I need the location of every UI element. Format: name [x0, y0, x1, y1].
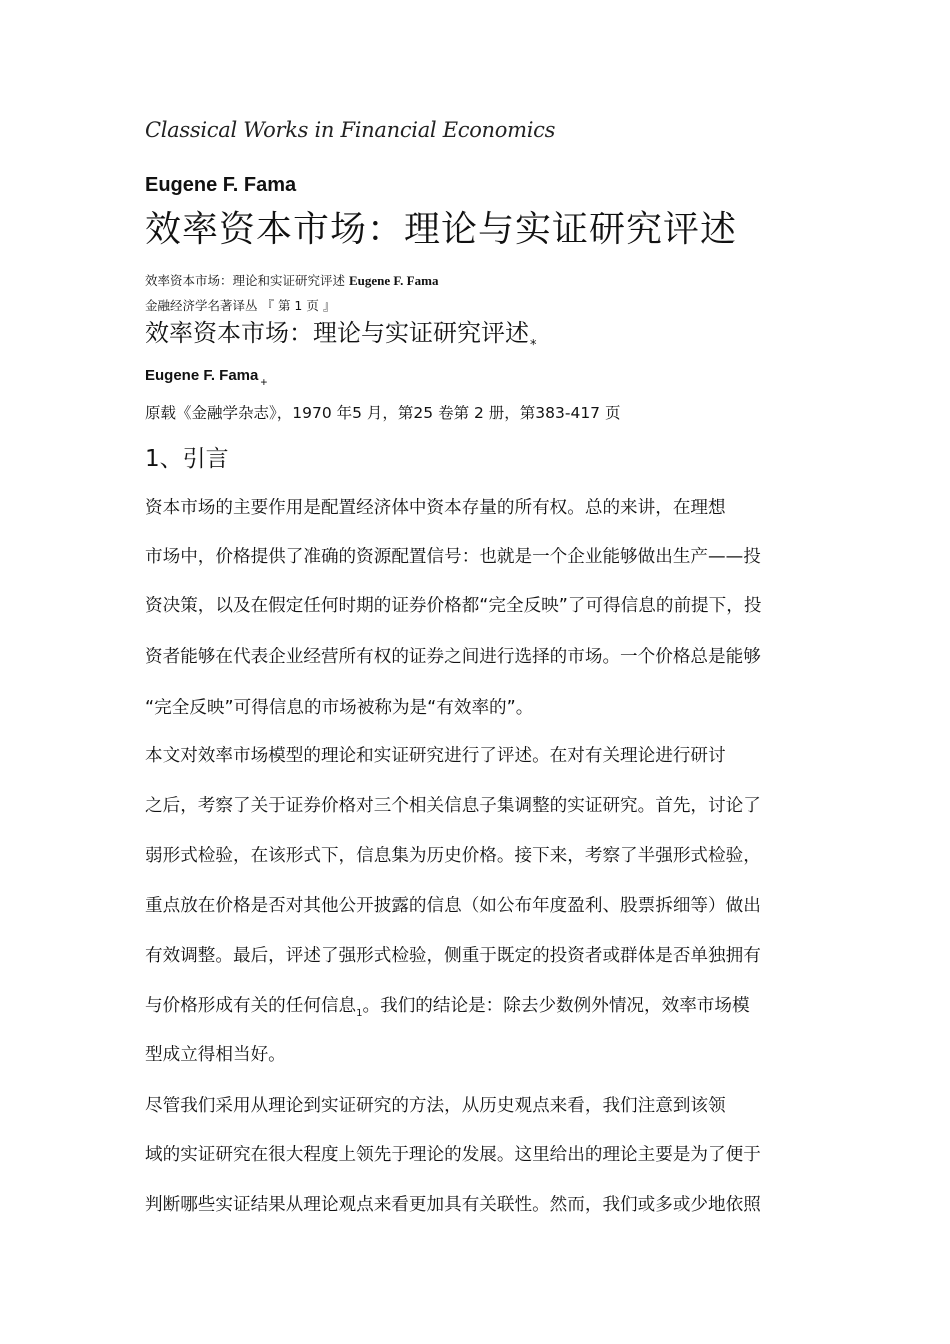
header-author: Eugene F. Fama [145, 174, 297, 196]
paragraph-line: 弱形式检验，在该形式下，信息集为历史价格。接下来，考察了半强形式检验， [145, 846, 761, 866]
paragraph-line-text: 与价格形成有关的任何信息 [145, 996, 357, 1016]
paragraph-line: 资决策，以及在假定任何时期的证券价格都“完全反映”了可得信息的前提下，投 [145, 596, 762, 616]
series-title: Classical Works in Financial Economics [145, 118, 556, 142]
running-header-title: 效率资本市场：理论和实证研究评述 [145, 273, 346, 288]
paragraph-line: 之后，考察了关于证券价格对三个相关信息子集调整的实证研究。首先，讨论了 [145, 796, 761, 816]
title-footnote-mark: * [530, 338, 537, 353]
paragraph-line [145, 998, 750, 1019]
footnote-reference: 1 [356, 1008, 363, 1019]
paragraph-line: 资本市场的主要作用是配置经济体中资本存量的所有权。总的来讲，在理想 [145, 498, 726, 518]
paragraph-line: 尽管我们采用从理论到实证研究的方法，从历史观点来看，我们注意到该领 [145, 1096, 726, 1116]
paragraph-line: 重点放在价格是否对其他公开披露的信息（如公布年度盈利、股票拆细等）做出 [145, 896, 761, 916]
paragraph-line: 判断哪些实证结果从理论观点来看更加具有关联性。然而，我们或多或少地依照 [145, 1195, 761, 1215]
article-title: 效率资本市场：理论与实证研究评述 [145, 319, 529, 347]
article-author-block [145, 367, 267, 389]
paragraph-line: 域的实证研究在很大程度上领先于理论的发展。这里给出的理论主要是为了便于 [145, 1145, 761, 1165]
paragraph-line: 型成立得相当好。 [145, 1045, 286, 1065]
article-author: Eugene F. Fama [145, 367, 259, 384]
paragraph-line: 有效调整。最后，评述了强形式检验，侧重于既定的投资者或群体是否单独拥有 [145, 946, 761, 966]
header-title: 效率资本市场：理论与实证研究评述 [145, 209, 738, 250]
running-header-line1 [145, 271, 438, 289]
author-footnote-mark: + [260, 375, 268, 389]
running-header-author: Eugene F. Fama [349, 273, 439, 288]
article-source: 原载《金融学杂志》，1970 年5 月，第25 卷第 2 册，第383-417 页 [145, 404, 621, 422]
running-header-line2: 金融经济学名著译丛 『 第 1 页 』 [145, 298, 336, 313]
paragraph-line-text: 。我们的结论是：除去少数例外情况，效率市场模 [362, 996, 750, 1016]
paragraph-line: 本文对效率市场模型的理论和实证研究进行了评述。在对有关理论进行研讨 [145, 746, 726, 766]
article-title-block [145, 313, 537, 353]
section-heading: 1、引言 [145, 446, 229, 472]
paragraph-line: “完全反映”可得信息的市场被称为是“有效率的”。 [145, 698, 534, 718]
paragraph-line: 资者能够在代表企业经营所有权的证券之间进行选择的市场。一个价格总是能够 [145, 647, 761, 667]
paragraph-line: 市场中，价格提供了准确的资源配置信号：也就是一个企业能够做出生产——投 [145, 547, 761, 567]
